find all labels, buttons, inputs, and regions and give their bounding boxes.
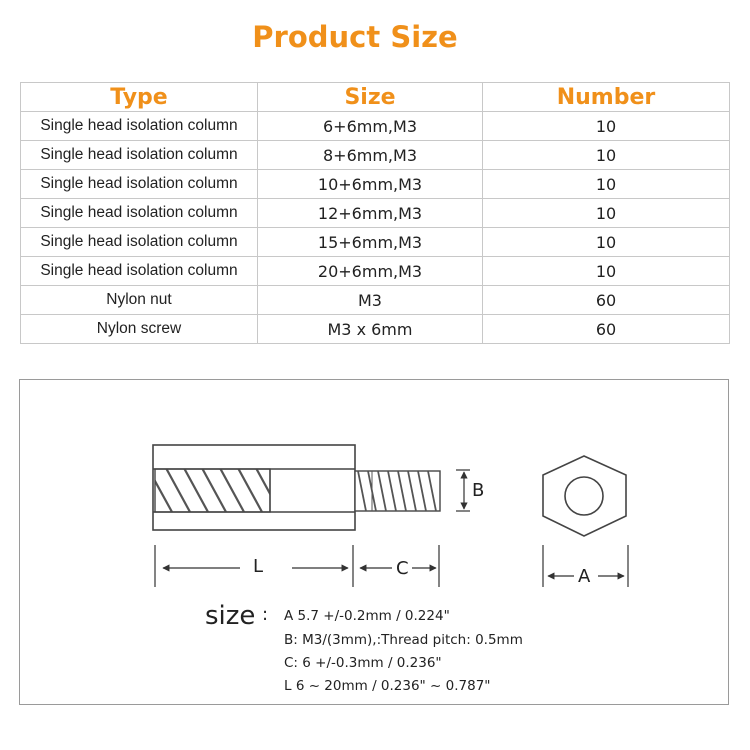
cell-type: Nylon nut bbox=[21, 286, 258, 315]
label-a: A bbox=[578, 566, 591, 587]
label-l: L bbox=[253, 556, 264, 577]
cell-size: 20+6mm,M3 bbox=[258, 257, 483, 286]
screw-thread bbox=[355, 471, 440, 511]
cell-size: 10+6mm,M3 bbox=[258, 170, 483, 199]
standoff-body bbox=[153, 445, 355, 530]
cell-type: Nylon screw bbox=[21, 315, 258, 344]
cell-number: 10 bbox=[483, 228, 730, 257]
cell-size: M3 bbox=[258, 286, 483, 315]
cell-type: Single head isolation column bbox=[21, 228, 258, 257]
spec-line-b: B: M3/(3mm),:Thread pitch: 0.5mm bbox=[284, 632, 523, 648]
size-colon: : bbox=[262, 604, 269, 625]
cell-size: 6+6mm,M3 bbox=[258, 112, 483, 141]
cell-size: 12+6mm,M3 bbox=[258, 199, 483, 228]
cell-size: 8+6mm,M3 bbox=[258, 141, 483, 170]
page-title: Product Size bbox=[252, 20, 458, 54]
cell-number: 60 bbox=[483, 286, 730, 315]
cell-number: 10 bbox=[483, 257, 730, 286]
label-b: B bbox=[472, 480, 485, 501]
cell-type: Single head isolation column bbox=[21, 141, 258, 170]
spec-line-a: A 5.7 +/-0.2mm / 0.224" bbox=[284, 608, 450, 624]
spec-line-c: C: 6 +/-0.3mm / 0.236" bbox=[284, 655, 442, 671]
cell-number: 10 bbox=[483, 170, 730, 199]
cell-type: Single head isolation column bbox=[21, 112, 258, 141]
cell-number: 10 bbox=[483, 199, 730, 228]
header-size: Size bbox=[258, 83, 483, 112]
cell-type: Single head isolation column bbox=[21, 170, 258, 199]
cell-number: 10 bbox=[483, 112, 730, 141]
cell-number: 60 bbox=[483, 315, 730, 344]
dimension-b bbox=[456, 470, 470, 511]
cell-size: 15+6mm,M3 bbox=[258, 228, 483, 257]
cell-type: Single head isolation column bbox=[21, 257, 258, 286]
cell-type: Single head isolation column bbox=[21, 199, 258, 228]
cell-size: M3 x 6mm bbox=[258, 315, 483, 344]
cell-number: 10 bbox=[483, 141, 730, 170]
label-c: C bbox=[396, 558, 409, 579]
spec-line-l: L 6 ~ 20mm / 0.236" ~ 0.787" bbox=[284, 678, 491, 694]
header-type: Type bbox=[21, 83, 258, 112]
hex-end-view bbox=[543, 456, 626, 536]
header-number: Number bbox=[483, 83, 730, 112]
size-heading: size bbox=[205, 601, 256, 631]
